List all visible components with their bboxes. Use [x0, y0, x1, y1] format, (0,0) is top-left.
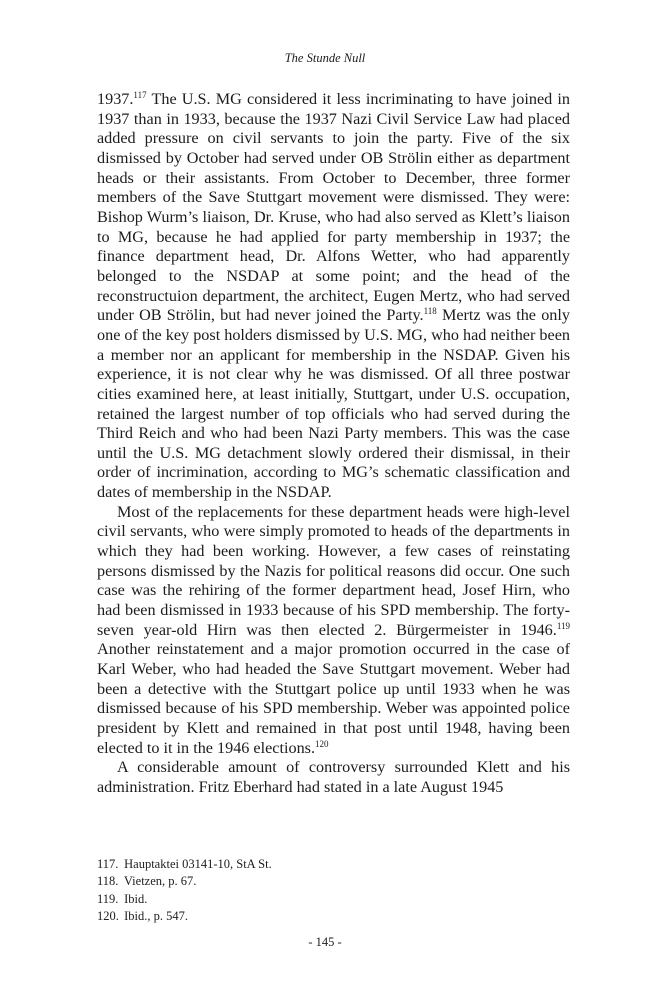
text-run: A considerable amount of controversy surrounded Klett and his administration. Fritz Eberhard had stated in a late August 1945 [97, 758, 570, 796]
text-run: 1937. [97, 90, 134, 108]
footnote-ref: 120 [315, 738, 329, 749]
footnote-ref: 119 [556, 620, 570, 631]
text-run: The U.S. MG considered it less incriminating to have joined in 1937 than in 1933, because the 1937 Nazi Civil Service Law had placed added pressure on civil servants to join the party. Five of the six dismissed by October had served under OB Strölin either as department heads or their assistants. From October to December, three former members of the Save Stuttgart movement were dismissed. They were: Bishop Wurm’s liaison, Dr. Kruse, who had also served as Klett’s liaison to MG, because he had applied for party membership in 1937; the finance department head, Dr. Alfons Wetter, who had apparently belonged to the NSDAP at some point; and the head of the reconstructuion department, the architect, Eugen Mertz, who had served under OB Strölin, but had never joined the Party. [97, 90, 570, 325]
footnote [97, 856, 570, 873]
footnote-number: 120. [97, 908, 119, 923]
running-head: The Stunde Null [284, 51, 366, 65]
paragraph-2 [97, 503, 570, 759]
body-text [97, 90, 570, 798]
footnote [97, 873, 570, 890]
footnote-ref: 117 [133, 90, 147, 100]
text-run: Mertz was the only one of the key post holders dismissed by U.S. MG, who had neither been a member nor an applicant for membership in the NSDAP. Given his experience, it is not clear why he was dismissed. Of all three postwar cities examined here, at least initially, Stuttgart, under U.S. occupation, retained the largest number of top officials who had served during the Third Reich and who had been Nazi Party members. This was the case until the U.S. MG detachment slowly ordered their dismissal, in their order of incrimination, according to MG’s schematic classification and dates of membership in the NSDAP. [97, 306, 570, 502]
footnote-text: Vietzen, p. 67. [123, 874, 197, 889]
paragraph-3 [97, 758, 570, 797]
footnote [97, 891, 570, 908]
page-number: - 145 - [308, 935, 342, 949]
footnote-text: Hauptaktei 03141-10, StA St. [124, 857, 272, 871]
footnotes [97, 856, 570, 925]
footnote-number: 118. [97, 874, 119, 889]
paragraph-1 [97, 90, 570, 503]
text-run: Another reinstatement and a major promotion occurred in the case of Karl Weber, who had headed the Save Stuttgart movement. Weber had been a detective with the Stuttgart police up until 1933 when he was dismissed because of his SPD membership. Weber was appointed police president by Klett and remained in that post until 1948, having been elected to it in the 1946 elections. [97, 640, 570, 757]
footnote-text: Ibid. [124, 891, 148, 906]
footnote [97, 908, 570, 925]
footnote-number: 119. [97, 891, 119, 906]
footnote-number: 117. [97, 857, 119, 871]
text-run: Most of the replacements for these department heads were high-level civil servants, who were simply promoted to heads of the departments in which they had been working. However, a few cases of reinstating persons dismissed by the Nazis for political reasons did occur. One such case was the rehiring of the former department head, Josef Hirn, who had been dismissed in 1933 because of his SPD membership. The forty-seven year-old Hirn was then elected 2. Bürgermeister in 1946. [97, 502, 570, 639]
footnote-ref: 118 [423, 306, 437, 317]
footnote-text: Ibid., p. 547. [124, 908, 189, 923]
